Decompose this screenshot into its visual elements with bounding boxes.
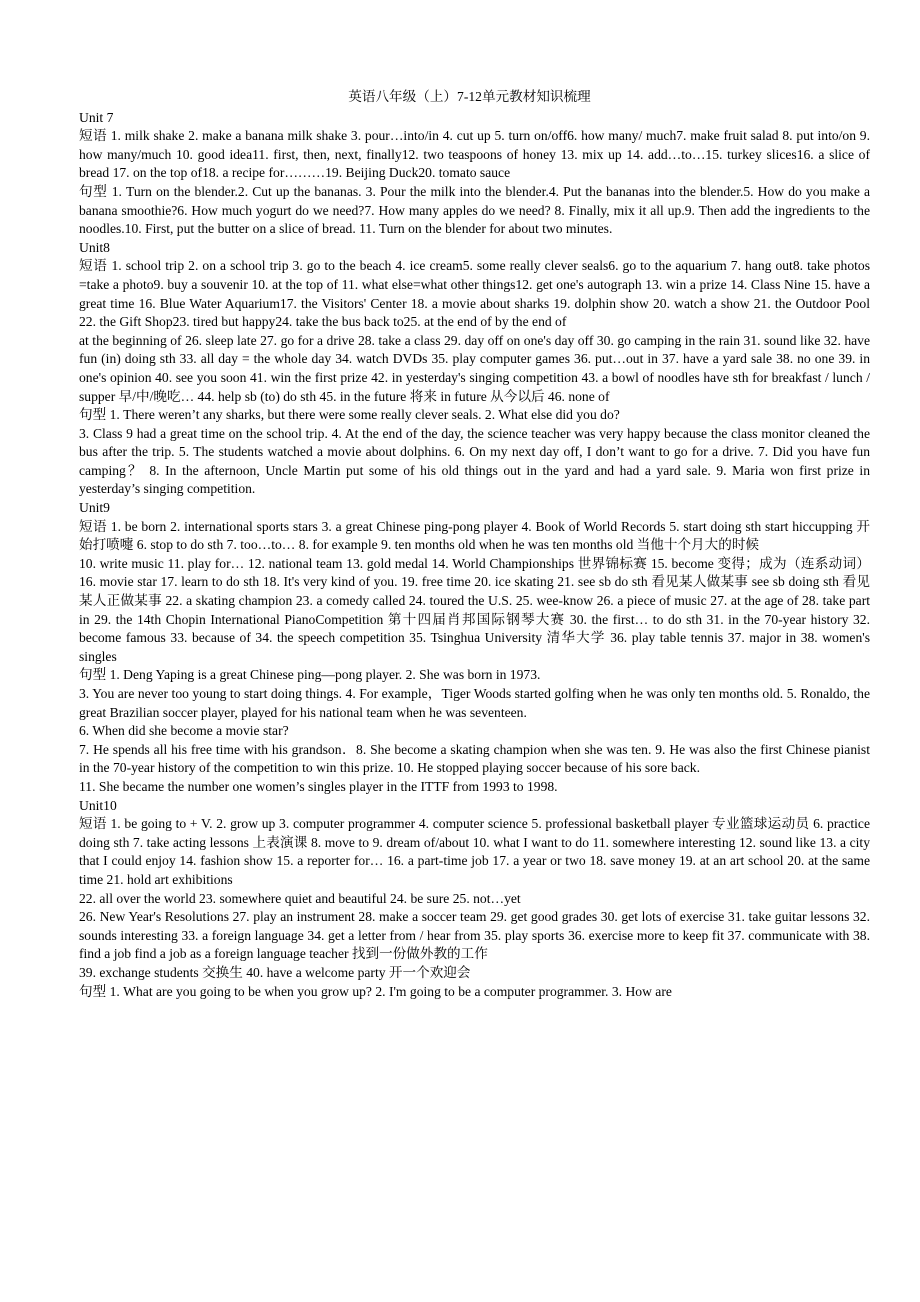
unit-7-section [79,109,870,239]
phrases-paragraph: 短语 1. be going to + V. 2. grow up 3. computer programmer 4. computer science 5. professional basketball player 专业篮球运动员 6. practice doing sth 7. take acting lessons 上表演课 8. move to 9. dream of/about 10. what I want to do 11. somewhere interesting 12. sound like 13. a city that I could enjoy 14. fashion show 15. a reporter for… 16. a part-time job 17. a year or two 18. save money 19. at an art school 20. at the same time 21. hold art exhibitions [79,816,870,887]
phrases-paragraph: 26. New Year's Resolutions 27. play an instrument 28. make a soccer team 29. get good grades 30. get lots of exercise 31. take guitar lessons 32. sounds interesting 33. a foreign language 34. get a letter from / hear from 35. play sports 36. exercise more to keep fit 37. communicate with 38. find a job find a job as a foreign language teacher 找到一份做外教的工作 [79,909,870,962]
phrases-paragraph: 短语 1. milk shake 2. make a banana milk shake 3. pour…into/in 4. cut up 5. turn on/off6. how many/ much7. make fruit salad 8. put into/on 9. how many/much 10. good idea11. first, then, next, finally12. two teaspoons of honey 13. mix up 14. add…to…15. turkey slices16. a slice of bread 17. on the top of18. a recipe for………19. Beijing Duck20. tomato sauce [79,128,870,181]
sentence-patterns-paragraph: 句型 1. Turn on the blender.2. Cut up the bananas. 3. Pour the milk into the blender.4. Put the bananas into the blender.5. How do you make a banana smoothie?6. How much yogurt do we need?7. How many apples do we need? 8. Finally, mix it all up.9. Then add the ingredients to the noodles.10. First, put the butter on a slice of bread. 11. Turn on the blender for about two minutes. [79,183,870,237]
phrases-paragraph: 10. write music 11. play for… 12. national team 13. gold medal 14. World Championships 世界锦标赛 15. become 变得；成为（连系动词）16. movie star 17. learn to do sth 18. It's very kind of you. 19. free time 20. ice skating 21. see sb do sth 看见某人做某事 see sb doing sth 看见某人正做某事 22. a skating champion 23. a comedy called 24. toured the U.S. 25. wee-know 26. a piece of music 27. at the age of 28. take part in 29. the 14th Chopin International PianoCompetition 第十四届肖邦国际钢琴大赛 30. the first… to do sth 31. in the 70-year history 32. become famous 33. because of 34. the speech competition 35. Tsinghua University 清华大学 36. play table tennis 37. major in 38. women's singles [79,555,870,664]
unit-heading: Unit 7 [79,109,114,125]
document-title: 英语八年级（上）7-12单元教材知识梳理 [348,89,591,104]
unit-10-section [79,797,870,1002]
sentence-patterns-paragraph: 3. Class 9 had a great time on the school trip. 4. At the end of the day, the science teacher was very happy because the class monitor cleaned the bus after the trip. 5. The students watched a movie about dolphins. 6. On my next day off, I don’t want to go for a drive. 7. Did you have fun camping？ 8. In the afternoon, Uncle Martin put some of his old things out in the yard and had a yard sale. 9. Maria won first prize in yesterday’s singing competition. [79,425,870,497]
sentence-patterns-paragraph: 3. You are never too young to start doing things. 4. For example，Tiger Woods started golfing when he was only ten months old. 5. Ronaldo, the great Brazilian soccer player, played for his national team when he was seventeen. [79,686,870,720]
sentence-patterns-paragraph: 句型 1. What are you going to be when you grow up? 2. I'm going to be a computer programmer. 3. How are [79,983,672,999]
phrases-paragraph: at the beginning of 26. sleep late 27. go for a drive 28. take a class 29. day off on one's day off 30. go camping in the rain 31. sound like 32. have fun (in) doing sth 33. all day = the whole day 34. watch DVDs 35. play computer games 36. put…out in 37. have a yard sale 38. no one 39. in one's opinion 40. see you soon 41. win the first prize 42. in yesterday's singing competition 43. a bowl of noodles have sth for breakfast / lunch / supper 早/中/晚吃… 44. help sb (to) do sth 45. in the future 将来 in future 从今以后 46. none of [79,332,870,404]
unit-heading: Unit10 [79,797,117,813]
sentence-patterns-paragraph: 11. She became the number one women’s singles player in the ITTF from 1993 to 1998. [79,778,558,794]
sentence-patterns-paragraph: 6. When did she become a movie star? [79,723,289,739]
sentence-patterns-paragraph: 7. He spends all his free time with his grandson．8. She become a skating champion when she was ten. 9. He was also the first Chinese pianist in the 70-year history of the competition to win this prize. 10. He stopped playing soccer because of his sore back. [79,741,870,776]
unit-9-section [79,499,870,797]
unit-8-section [79,239,870,499]
phrases-paragraph: 22. all over the world 23. somewhere quiet and beautiful 24. be sure 25. not…yet [79,890,521,906]
phrases-paragraph: 短语 1. school trip 2. on a school trip 3. go to the beach 4. ice cream5. some really clever seals6. go to the aquarium 7. hang out8. take photos =take a photo9. buy a souvenir 10. at the top of 11. what else=what other things12. get one's autograph 13. win a prize 14. Class Nine 15. have a great time 16. Blue Water Aquarium17. the Visitors' Center 18. a movie about sharks 19. dolphin show 20. watch a show 21. the Outdoor Pool 22. the Gift Shop23. tired but happy24. take the bus back to25. at the end of by the end of [79,258,870,330]
unit-heading: Unit9 [79,500,110,516]
sentence-patterns-paragraph: 句型 1. Deng Yaping is a great Chinese ping—pong player. 2. She was born in 1973. [79,667,541,683]
phrases-paragraph: 短语 1. be born 2. international sports stars 3. a great Chinese ping-pong player 4. Book of World Records 5. start doing sth start hiccupping 开始打喷嚏 6. stop to do sth 7. too…to… 8. for example 9. ten months old when he was ten months old 当他十个月大的时候 [79,518,870,553]
sentence-patterns-paragraph: 句型 1. There weren’t any sharks, but there were some really clever seals. 2. What else did you do? [79,407,620,423]
unit-heading: Unit8 [79,239,110,255]
phrases-paragraph: 39. exchange students 交换生 40. have a welcome party 开一个欢迎会 [79,964,471,980]
